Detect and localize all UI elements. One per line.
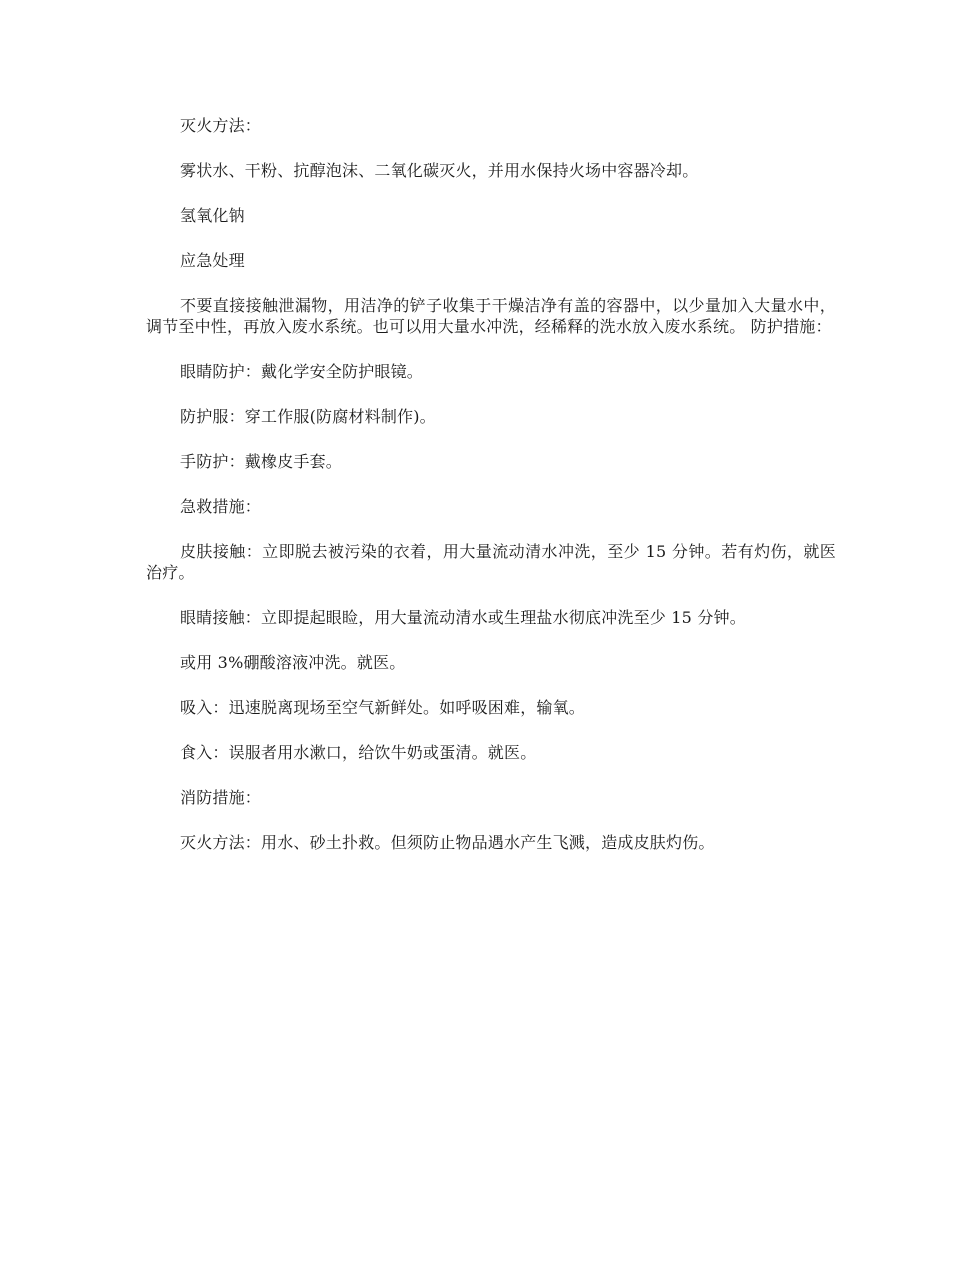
paragraph-emergency-heading: 应急处理 — [180, 251, 245, 270]
paragraph-skin-contact: 皮肤接触：立即脱去被污染的衣着，用大量流动清水冲洗，至少 15 分钟。若有灼伤，就医治疗。 — [146, 542, 836, 582]
paragraph-ingestion: 食入：误服者用水漱口，给饮牛奶或蛋清。就医。 — [180, 743, 537, 762]
paragraph-eye-contact: 眼睛接触：立即提起眼睑，用大量流动清水或生理盐水彻底冲洗至少 15 分钟。 — [180, 608, 746, 627]
paragraph-boric-acid: 或用 3%硼酸溶液冲洗。就医。 — [180, 653, 406, 672]
paragraph-substance-name: 氢氧化钠 — [180, 206, 245, 225]
document-body — [146, 115, 836, 877]
paragraph-eye-protection: 眼睛防护：戴化学安全防护眼镜。 — [180, 362, 424, 381]
paragraph-inhalation: 吸入：迅速脱离现场至空气新鲜处。如呼吸困难，输氧。 — [180, 698, 586, 717]
paragraph-extinguishing-agents: 雾状水、干粉、抗醇泡沫、二氧化碳灭火，并用水保持火场中容器冷却。 — [180, 161, 699, 180]
paragraph-hand-protection: 手防护：戴橡皮手套。 — [180, 452, 343, 471]
paragraph-fire-method-heading: 灭火方法： — [180, 116, 262, 135]
paragraph-firefighting-method: 灭火方法：用水、砂土扑救。但须防止物品遇水产生飞溅，造成皮肤灼伤。 — [180, 833, 715, 852]
paragraph-first-aid-heading: 急救措施： — [180, 497, 262, 516]
paragraph-leak-handling: 不要直接接触泄漏物，用洁净的铲子收集于干燥洁净有盖的容器中，以少量加入大量水中，调节至中性，再放入废水系统。也可以用大量水冲洗，经稀释的洗水放入废水系统。 防护措施： — [146, 296, 836, 336]
paragraph-firefighting-heading: 消防措施： — [180, 788, 262, 807]
paragraph-protective-clothing: 防护服：穿工作服(防腐材料制作)。 — [180, 407, 436, 426]
